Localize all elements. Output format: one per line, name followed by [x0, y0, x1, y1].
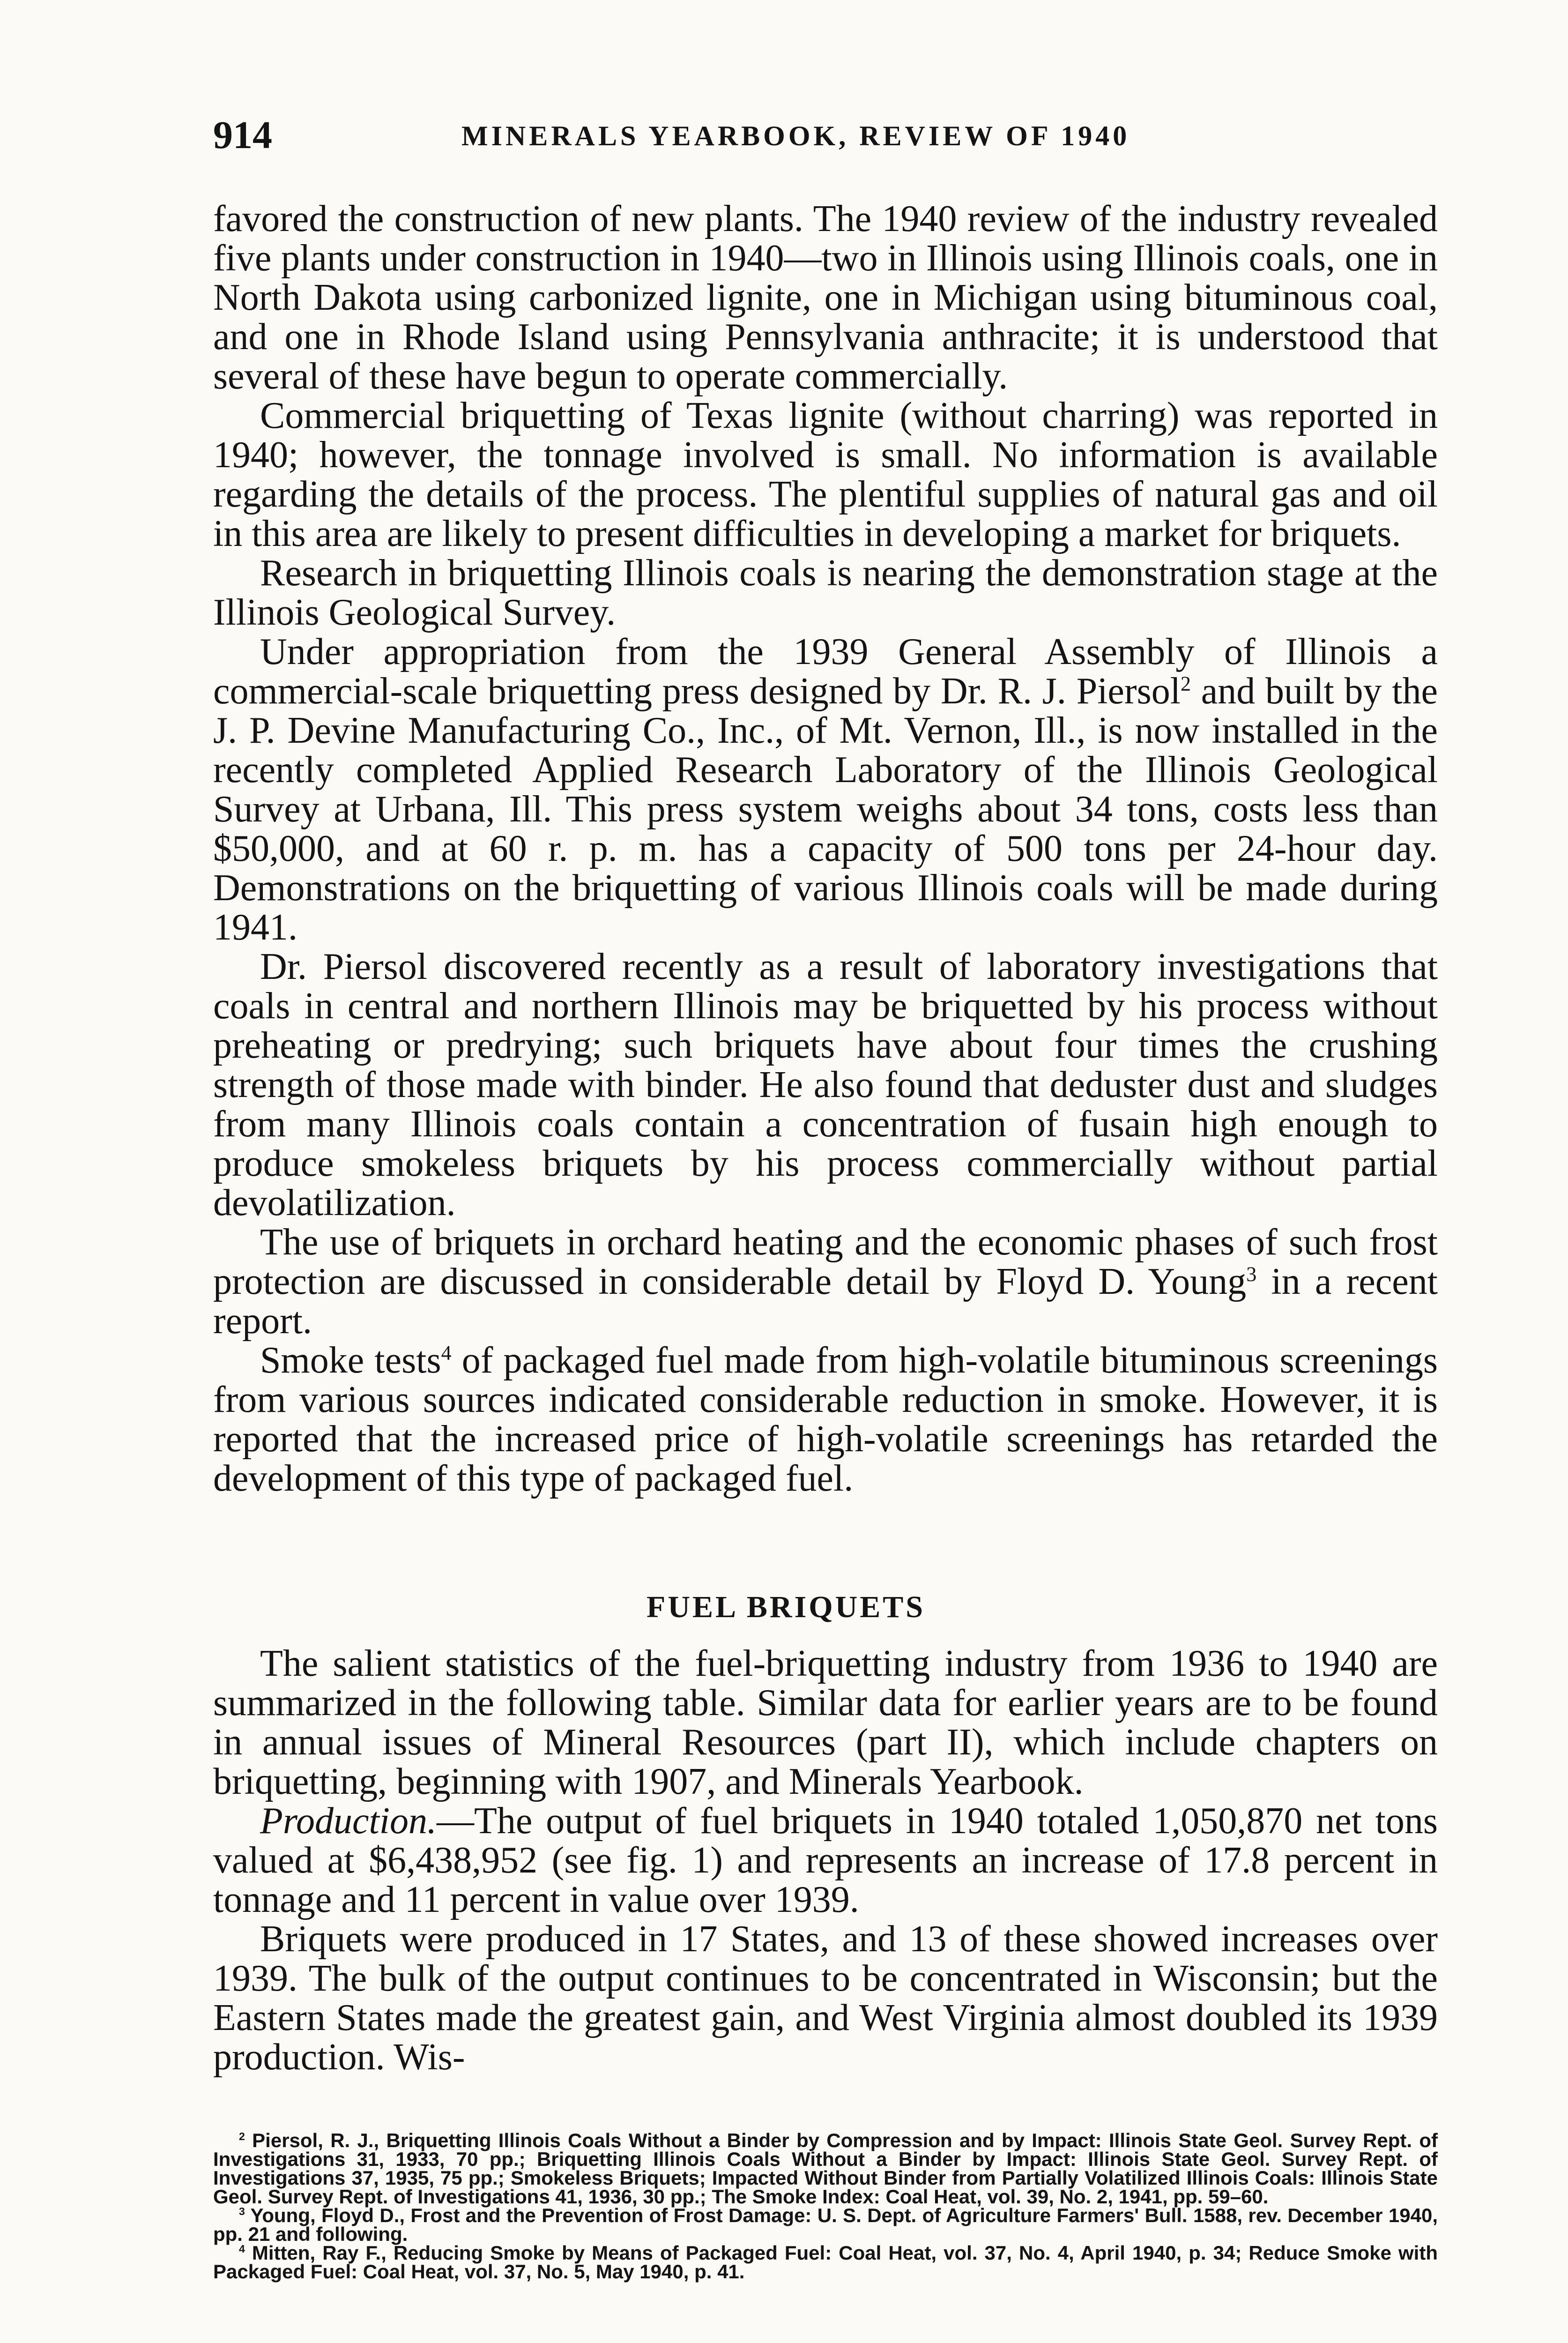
paragraph-text: of packaged fuel made from high-volatile bituminous screenings from various sources indicated considerable reduction in smoke. However, it is reported that the increased price of high-volatile screenings has retarded the development of this type of packaged fuel. [213, 1340, 1438, 1499]
paragraph-text: Smoke tests [260, 1340, 441, 1381]
paragraph-text: in a recent report. [213, 1261, 1438, 1342]
page-number: 914 [213, 113, 272, 157]
footnote [213, 2131, 1438, 2206]
paragraph: Research in briquetting Illinois coals is nearing the demonstration stage at the Illinois Geological Survey. [213, 552, 1438, 633]
footnote-text: Mitten, Ray F., Reducing Smoke by Means of Packaged Fuel: Coal Heat, vol. 37, No. 4, April 1940, p. 34; Reduce Smoke with Packaged Fuel: Coal Heat, vol. 37, No. 5, May 1940, p. 41. [213, 2242, 1438, 2283]
footnote-text: Piersol, R. J., Briquetting Illinois Coals Without a Binder by Compression and by Impact: Illinois State Geol. Survey Rept. of Investigations 31, 1933, 70 pp.; Briquetting Illinois Coals Without a Binder by Impact: Illinois State Geol. Survey Rept. of Investigations 37, 1935, 75 pp.; Smokeless Briquets; Impacted Without Binder from Partially Volatilized Illinois Coals: Illinois State Geol. Survey Rept. of Investigations 41, 1936, 30 pp.; The Smoke Index: Coal Heat, vol. 39, No. 2, 1941, pp. 59–60. [213, 2129, 1438, 2208]
footnote [213, 2206, 1438, 2244]
footnote-ref: 4 [441, 1341, 452, 1365]
paragraph-text: Under appropriation from the 1939 General Assembly of Illinois a commercial-scale briquetting press designed by Dr. R. J. Piersol [213, 631, 1438, 712]
paragraph-text: The use of briquets in orchard heating and the economic phases of such frost protection are discussed in considerable detail by Floyd D. Young [213, 1222, 1438, 1302]
paragraph [213, 1801, 1438, 1919]
paragraph-text: —The output of fuel briquets in 1940 totaled 1,050,870 net tons valued at $6,438,952 (see fig. 1) and represents an increase of 17.8 percent in tonnage and 11 percent in value over 1939. [213, 1800, 1438, 1920]
footnote-mark: 4 [239, 2243, 245, 2255]
section-heading: FUEL BRIQUETS [647, 1590, 925, 1624]
paragraph: Briquets were produced in 17 States, and 13 of these showed increases over 1939. The bulk of the output continues to be concentrated in Wisconsin; but the Eastern States made the greatest gain, and West Virginia almost doubled its 1939 production. Wis- [213, 1918, 1438, 2078]
paragraph: favored the construction of new plants. The 1940 review of the industry revealed five plants under construction in 1940—two in Illinois using Illinois coals, one in North Dakota using carbonized lignite, one in Michigan using bituminous coal, and one in Rhode Island using Pennsylvania anthracite; it is understood that several of these have begun to operate commercially. [213, 198, 1438, 397]
paragraph: The salient statistics of the fuel-briquetting industry from 1936 to 1940 are summarized in the following table. Similar data for earlier years are to be found in annual issues of Mineral Resources (part II), which include chapters on briquetting, beginning with 1907, and Minerals Yearbook. [213, 1643, 1438, 1802]
run-in-heading: Production. [260, 1800, 437, 1842]
footnote-ref: 3 [1246, 1262, 1257, 1286]
running-title: MINERALS YEARBOOK, REVIEW OF 1940 [461, 120, 1130, 151]
footnote-mark: 3 [239, 2205, 245, 2217]
paragraph [213, 1341, 1438, 1498]
paragraph-text: and built by the J. P. Devine Manufacturing Co., Inc., of Mt. Vernon, Ill., is now installed in the recently completed Applied Research Laboratory of the Illinois Geological Survey at Urbana, Ill. This press system weighs about 34 tons, costs less than $50,000, and at 60 r. p. m. has a capacity of 500 tons per 24-hour day. Demonstrations on the briquetting of various Illinois coals will be made during 1941. [213, 671, 1438, 948]
paragraph: Commercial briquetting of Texas lignite (without charring) was reported in 1940; however, the tonnage involved is small. No information is available regarding the details of the process. The plentiful supplies of natural gas and oil in this area are likely to present difficulties in developing a market for briquets. [213, 395, 1438, 554]
footnote-mark: 2 [239, 2130, 245, 2142]
footnotes [213, 2131, 1438, 2281]
footnote-text: Young, Floyd D., Frost and the Prevention of Frost Damage: U. S. Dept. of Agriculture Farmers' Bull. 1588, rev. December 1940, pp. 21 and following. [213, 2204, 1438, 2245]
section-body-text [213, 1644, 1438, 2077]
body-text [213, 199, 1438, 1498]
footnote [213, 2244, 1438, 2281]
paragraph [213, 1223, 1438, 1341]
paragraph [213, 632, 1438, 947]
footnote-ref: 2 [1180, 672, 1191, 695]
paragraph: Dr. Piersol discovered recently as a result of laboratory investigations that coals in central and northern Illinois may be briquetted by his process without preheating or predrying; such briquets have about four times the crushing strength of those made with binder. He also found that deduster dust and sludges from many Illinois coals contain a concentration of fusain high enough to produce smokeless briquets by his process commercially without partial devolatilization. [213, 946, 1438, 1224]
page-header [213, 112, 1438, 164]
